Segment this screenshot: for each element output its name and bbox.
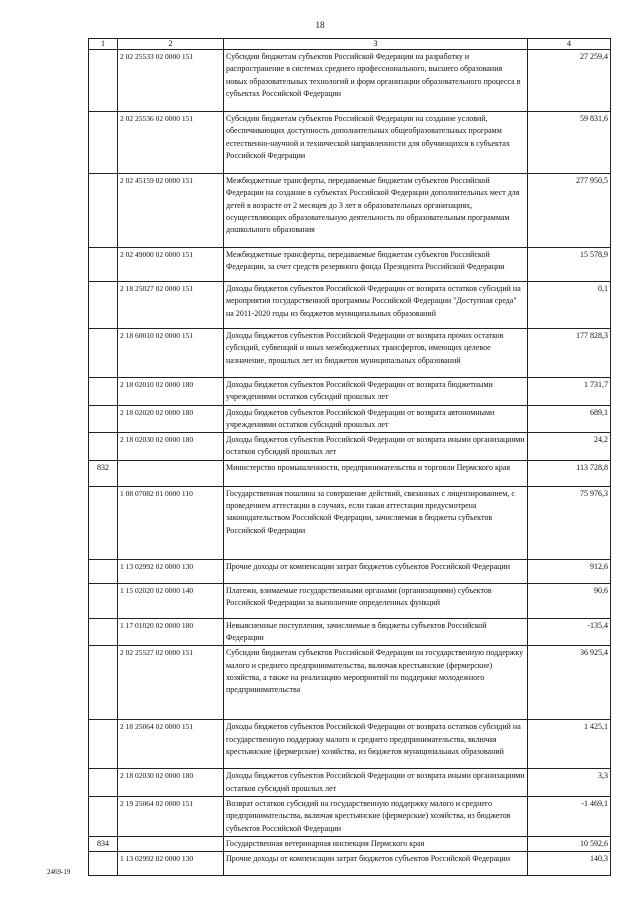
admin-code-cell	[89, 248, 118, 282]
revenue-name-cell: Возврат остатков субсидий на государственную поддержку малого и среднего предпринимательства, включая крестьянские (фермерские) хозяйства, из бюджетов субъектов Российской Федерации	[224, 796, 528, 836]
amount-cell: 277 950,5	[528, 174, 611, 248]
budget-code-cell: 1 17 01020 02 0000 180	[118, 618, 224, 646]
table-row	[89, 405, 611, 433]
table-row	[89, 174, 611, 248]
budget-code-cell	[118, 460, 224, 486]
amount-cell: -1 469,1	[528, 796, 611, 836]
budget-code-cell: 2 19 25064 02 0000 151	[118, 796, 224, 836]
amount-cell: 3,3	[528, 769, 611, 797]
header-col-2: 2	[118, 39, 224, 50]
header-col-3: 3	[224, 39, 528, 50]
admin-code-cell	[89, 852, 118, 876]
revenue-name-cell: Доходы бюджетов субъектов Российской Федерации от возврата автономными учреждениями остатков субсидий прошлых лет	[224, 405, 528, 433]
amount-cell: 140,3	[528, 852, 611, 876]
amount-cell: 75 976,3	[528, 486, 611, 559]
table-row	[89, 433, 611, 461]
revenue-name-cell: Доходы бюджетов субъектов Российской Федерации от возврата иными организациями остатков субсидий прошлых лет	[224, 433, 528, 461]
revenue-name-cell: Межбюджетные трансферты, передаваемые бюджетам субъектов Российской Федерации на создание в субъектах Российской Федерации дополнительных мест для детей в возрасте от 2 месяцев до 3 лет в образовательных организациях, осуществляющих образовательную деятельность по образовательным программам дошкольного образования	[224, 174, 528, 248]
revenue-name-cell: Субсидии бюджетам субъектов Российской Федерации на создание условий, обеспечивающих доступность дополнительных общеобразовательных программ естественно-научной и технической направленности для обучающихся в субъектах Российской Федерации	[224, 112, 528, 174]
amount-cell: 177 828,3	[528, 329, 611, 378]
budget-code-cell: 2 18 02030 02 0000 180	[118, 433, 224, 461]
footer-document-code: 2469-19	[47, 868, 71, 876]
admin-code-cell	[89, 486, 118, 559]
amount-cell: -135,4	[528, 618, 611, 646]
admin-code-cell: 832	[89, 460, 118, 486]
revenue-name-cell: Платежи, взимаемые государственными органами (организациями) субъектов Российской Федерации за выполнение определенных функций	[224, 583, 528, 618]
amount-cell: 1 425,1	[528, 720, 611, 769]
table-body	[89, 50, 611, 876]
admin-code-cell	[89, 796, 118, 836]
amount-cell: 689,1	[528, 405, 611, 433]
budget-code-cell: 2 18 02010 02 0000 180	[118, 378, 224, 406]
revenue-name-cell: Прочие доходы от компенсации затрат бюджетов субъектов Российской Федерации	[224, 852, 528, 876]
revenue-name-cell: Доходы бюджетов субъектов Российской Федерации от возврата бюджетными учреждениями остатков субсидий прошлых лет	[224, 378, 528, 406]
admin-code-cell	[89, 720, 118, 769]
budget-code-cell: 2 02 25536 02 0000 151	[118, 112, 224, 174]
admin-code-cell	[89, 378, 118, 406]
admin-code-cell	[89, 433, 118, 461]
budget-code-cell: 2 18 60010 02 0000 151	[118, 329, 224, 378]
table-row	[89, 836, 611, 851]
revenue-name-cell: Субсидии бюджетам субъектов Российской Федерации на государственную поддержку малого и среднего предпринимательства, включая крестьянские (фермерские) хозяйства, а также на реализацию мероприятий по поддержке молодежного предпринимательства	[224, 646, 528, 720]
revenue-name-cell: Прочие доходы от компенсации затрат бюджетов субъектов Российской Федерации	[224, 559, 528, 583]
table-row	[89, 282, 611, 329]
amount-cell: 1 731,7	[528, 378, 611, 406]
admin-code-cell	[89, 174, 118, 248]
table-row	[89, 50, 611, 112]
table-row	[89, 852, 611, 876]
admin-code-cell	[89, 583, 118, 618]
header-col-1: 1	[89, 39, 118, 50]
budget-code-cell: 2 02 49000 02 0000 151	[118, 248, 224, 282]
budget-code-cell: 1 13 02992 02 0000 130	[118, 852, 224, 876]
revenue-name-cell: Субсидии бюджетам субъектов Российской Федерации на разработку и распространение в системах среднего профессионального, высшего образования новых образовательных технологий и форм организации образовательного процесса в субъектах Российской Федерации	[224, 50, 528, 112]
table-row	[89, 460, 611, 486]
admin-code-cell	[89, 769, 118, 797]
amount-cell: 24,2	[528, 433, 611, 461]
budget-code-cell: 2 18 02030 02 0000 180	[118, 769, 224, 797]
amount-cell: 0,1	[528, 282, 611, 329]
admin-code-cell	[89, 112, 118, 174]
table-row	[89, 769, 611, 797]
table-row	[89, 559, 611, 583]
amount-cell: 912,6	[528, 559, 611, 583]
revenue-name-cell: Министерство промышленности, предпринимательства и торговли Пермского края	[224, 460, 528, 486]
table-header-row	[89, 39, 611, 50]
amount-cell: 10 592,6	[528, 836, 611, 851]
admin-code-cell	[89, 618, 118, 646]
amount-cell: 113 728,8	[528, 460, 611, 486]
amount-cell: 27 259,4	[528, 50, 611, 112]
revenue-name-cell: Межбюджетные трансферты, передаваемые бюджетам субъектов Российской Федерации, за счет средств резервного фонда Президента Российской Федерации	[224, 248, 528, 282]
table-row	[89, 329, 611, 378]
table-row	[89, 583, 611, 618]
budget-code-cell: 2 02 45159 02 0000 151	[118, 174, 224, 248]
table-row	[89, 248, 611, 282]
amount-cell: 15 578,9	[528, 248, 611, 282]
admin-code-cell	[89, 405, 118, 433]
admin-code-cell	[89, 282, 118, 329]
table-row	[89, 486, 611, 559]
amount-cell: 36 925,4	[528, 646, 611, 720]
revenue-name-cell: Доходы бюджетов субъектов Российской Федерации от возврата иными организациями остатков субсидий прошлых лет	[224, 769, 528, 797]
header-col-4: 4	[528, 39, 611, 50]
amount-cell: 59 831,6	[528, 112, 611, 174]
budget-code-cell: 2 18 02020 02 0000 180	[118, 405, 224, 433]
budget-code-cell: 2 02 25527 02 0000 151	[118, 646, 224, 720]
table-row	[89, 720, 611, 769]
page-number: 18	[315, 20, 325, 30]
budget-code-cell: 1 15 02020 02 0000 140	[118, 583, 224, 618]
budget-code-cell: 2 18 25064 02 0000 151	[118, 720, 224, 769]
revenue-name-cell: Государственная ветеринарная инспекция Пермского края	[224, 836, 528, 851]
table-row	[89, 112, 611, 174]
revenue-table	[88, 38, 610, 876]
revenue-name-cell: Доходы бюджетов субъектов Российской Федерации от возврата прочих остатков субсидий, субвенций и иных межбюджетных трансфертов, имеющих целевое назначение, прошлых лет из бюджетов муниципальных образований	[224, 329, 528, 378]
budget-code-cell: 1 08 07082 01 0000 110	[118, 486, 224, 559]
budget-code-cell: 2 02 25533 02 0000 151	[118, 50, 224, 112]
admin-code-cell: 834	[89, 836, 118, 851]
table-row	[89, 646, 611, 720]
admin-code-cell	[89, 329, 118, 378]
amount-cell: 90,6	[528, 583, 611, 618]
admin-code-cell	[89, 646, 118, 720]
budget-code-cell	[118, 836, 224, 851]
table-row	[89, 378, 611, 406]
budget-code-cell: 1 13 02992 02 0000 130	[118, 559, 224, 583]
revenue-name-cell: Невыясненные поступления, зачисляемые в бюджеты субъектов Российской Федерации	[224, 618, 528, 646]
revenue-name-cell: Доходы бюджетов субъектов Российской Федерации от возврата остатков субсидий на мероприятия государственной программы Российской Федерации "Доступная среда" на 2011-2020 годы из бюджетов муниципальных образований	[224, 282, 528, 329]
table-row	[89, 796, 611, 836]
table-row	[89, 618, 611, 646]
admin-code-cell	[89, 50, 118, 112]
revenue-name-cell: Доходы бюджетов субъектов Российской Федерации от возврата остатков субсидий на государственную поддержку малого и среднего предпринимательства, включая крестьянские (фермерские) хозяйства, из бюджетов муниципальных образований	[224, 720, 528, 769]
revenue-name-cell: Государственная пошлина за совершение действий, связанных с лицензированием, с проведением аттестации в случаях, если такая аттестация предусмотрена законодательством Российской Федерации, зачисляемая в бюджеты субъектов Российской Федерации	[224, 486, 528, 559]
budget-code-cell: 2 18 25027 02 0000 151	[118, 282, 224, 329]
admin-code-cell	[89, 559, 118, 583]
